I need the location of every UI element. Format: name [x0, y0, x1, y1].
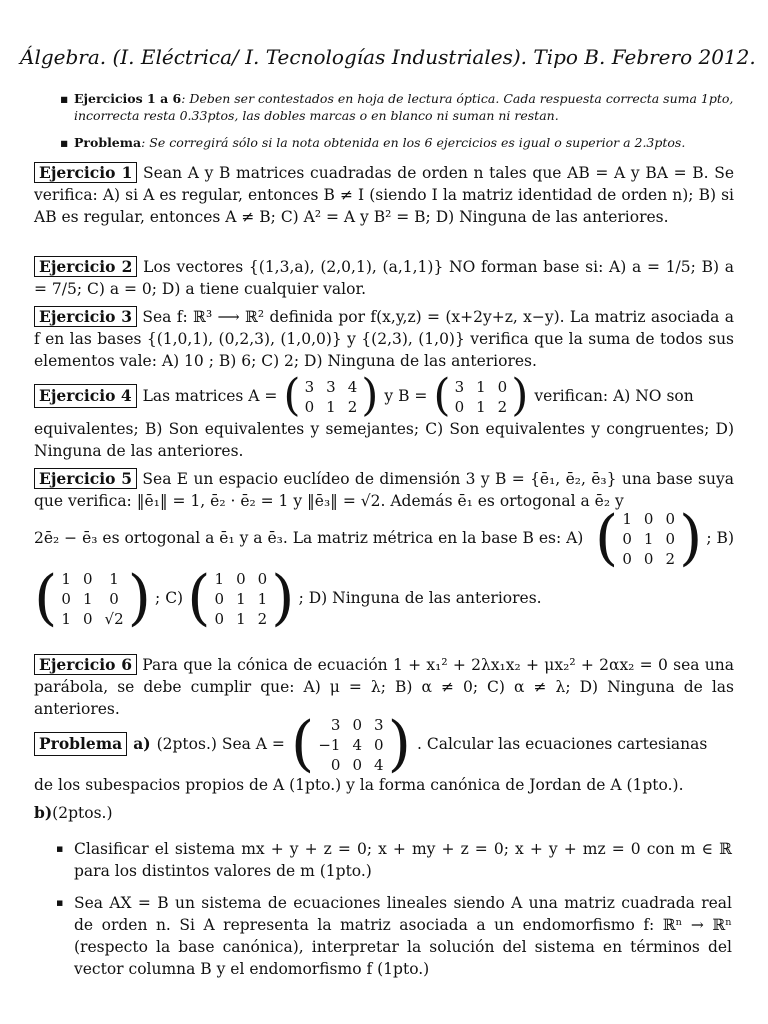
- matrix-cell: 1: [476, 378, 486, 396]
- matrix-cell: 0: [497, 378, 508, 396]
- matrix-cell: 3: [374, 716, 384, 734]
- exercise-5: [34, 468, 734, 633]
- matrix-cell: 1: [82, 590, 93, 608]
- exam-title: Álgebra. (I. Eléctrica/ I. Tecnologías Industriales). Tipo B. Febrero 2012.: [20, 45, 756, 69]
- exercise-5-intro: [34, 468, 734, 512]
- exercise-text: Sea E un espacio euclídeo de dimensión 3 y B = {ē₁, ē₂, ē₃} una base suya que verifica: ‖ē₁‖ = 1, ē₂ · ē₂ = 1 y ‖ē₃‖ = √2. Además ē₁ es ortogonal a ē₂ y: [34, 470, 734, 510]
- exercise-4-line: [34, 370, 734, 421]
- matrix-cell: 0: [82, 570, 93, 588]
- matrix-cell: 0: [665, 530, 675, 548]
- matrix-grid: [211, 568, 272, 628]
- matrix-cell: 0: [622, 530, 632, 548]
- problem-matrix: [290, 709, 411, 779]
- exercise-text: 2ē₂ − ē₃ es ortogonal a ē₁ y a ē₃. La matriz métrica en la base B es: A): [34, 529, 584, 547]
- matrix-cell: 0: [622, 550, 632, 568]
- matrix-cell: 1: [236, 610, 246, 628]
- left-paren: (: [433, 370, 451, 421]
- right-paren: ): [127, 563, 152, 633]
- matrix-cell: 2: [347, 398, 358, 416]
- problem-text: (2ptos.) Sea A =: [156, 735, 285, 753]
- exercise-5-line-a: [34, 503, 734, 573]
- list-item-text: Clasificar el sistema mx + y + z = 0; x + my + z = 0; x + y + mz = 0 con m ∈ ℝ para los distintos valores de m (1pto.): [74, 840, 732, 880]
- matrix-cell: 0: [61, 590, 71, 608]
- exercise-6: [34, 654, 734, 720]
- exercise-3: [34, 306, 734, 372]
- instruction-text: : Se corregirá sólo si la nota obtenida en los 6 ejercicios es igual o superior a 2.3ptos.: [141, 135, 686, 150]
- matrix-option-c: [187, 563, 295, 633]
- bullet-icon: ▪: [56, 896, 64, 909]
- part-b-list: [56, 838, 732, 990]
- part-a-label: a): [133, 734, 151, 753]
- exercise-1: [34, 162, 734, 228]
- matrix-cell: 0: [257, 570, 268, 588]
- matrix-a: [283, 370, 379, 421]
- problem-text: . Calcular las ecuaciones cartesianas: [416, 735, 708, 753]
- matrix-option-a: [594, 503, 703, 573]
- exercise-text: y B =: [384, 387, 428, 405]
- exercise-text: Los vectores {(1,3,a), (2,0,1), (a,1,1)} NO forman base si: A) a = 1/5; B) a = 7/5; C) a = 0; D) a tiene cualquier valor.: [34, 258, 735, 298]
- matrix-grid: [618, 508, 679, 568]
- left-paren: (: [187, 563, 211, 633]
- left-paren: (: [34, 563, 58, 633]
- problem-line-a: [34, 709, 734, 779]
- left-paren: (: [290, 709, 315, 779]
- matrix-cell: 1: [326, 398, 336, 416]
- matrix-cell: 2: [497, 398, 508, 416]
- exercise-text: equivalentes; B) Son equivalentes y semejantes; C) Son equivalentes y congruentes; D) Ninguna de las anteriores.: [34, 420, 734, 460]
- matrix-cell: 0: [643, 510, 654, 528]
- matrix-cell: 3: [330, 716, 341, 734]
- matrix-cell: 0: [352, 756, 363, 774]
- matrix-grid: [451, 376, 512, 416]
- matrix-cell: 0: [454, 398, 465, 416]
- exercise-label: Ejercicio 3: [34, 306, 137, 327]
- matrix-cell: 1: [643, 530, 654, 548]
- left-paren: (: [594, 503, 619, 573]
- matrix-cell: 1: [109, 570, 119, 588]
- option-separator: ; C): [155, 589, 184, 607]
- matrix-cell: 0: [330, 756, 341, 774]
- instructions: [60, 90, 735, 161]
- matrix-cell: 0: [214, 590, 225, 608]
- exercise-text: Las matrices A =: [142, 387, 278, 405]
- instruction-item: [60, 134, 735, 151]
- matrix-cell: 4: [347, 378, 358, 396]
- exercise-5-line-b: [34, 563, 734, 633]
- problem: [34, 709, 734, 824]
- matrix-cell: −1: [318, 736, 341, 754]
- matrix-cell: 1: [622, 510, 632, 528]
- right-paren: ): [361, 370, 379, 421]
- matrix-cell: 0: [82, 610, 93, 628]
- exercise-text: Para que la cónica de ecuación 1 + x₁² + 2λx₁x₂ + μx₂² + 2αx₂ = 0 sea una parábola, se debe cumplir que: A) μ = λ; B) α ≠ 0; C) α ≠ λ; D) Ninguna de las anteriores.: [34, 656, 734, 718]
- exercise-text: verifican: A) NO son: [534, 387, 694, 405]
- right-paren: ): [271, 563, 295, 633]
- matrix-cell: 2: [665, 550, 675, 568]
- instruction-label: Problema: [74, 135, 142, 150]
- matrix-cell: 3: [454, 378, 465, 396]
- bullet-icon: ▪: [56, 842, 64, 855]
- matrix-cell: 1: [236, 590, 246, 608]
- exercise-text: Sean A y B matrices cuadradas de orden n tales que AB = A y BA = B. Se verifica: A) si A es regular, entonces B ≠ I (siendo I la matriz identidad de orden n); B) si AB es regular, entonces A ≠ B; C) A² = A y B² = B; D) Ninguna de las anteriores.: [34, 164, 734, 226]
- matrix-cell: 0: [214, 610, 225, 628]
- matrix-cell: 0: [109, 590, 119, 608]
- matrix-cell: 1: [476, 398, 486, 416]
- list-item: [56, 892, 732, 980]
- part-b-label: b): [34, 803, 53, 822]
- exercise-label: Ejercicio 4: [34, 384, 137, 408]
- instruction-text: : Deben ser contestados en hoja de lectura óptica. Cada respuesta correcta suma 1pto, incorrecta resta 0.33ptos, las dobles marcas o en blanco ni suman ni restan.: [74, 91, 734, 123]
- matrix-cell: 4: [374, 756, 384, 774]
- matrix-cell: 1: [61, 570, 71, 588]
- list-item: [56, 838, 732, 882]
- exercise-2: [34, 256, 734, 300]
- bullet-icon: ▪: [60, 135, 69, 150]
- matrix-cell: 1: [257, 590, 268, 608]
- matrix-cell: 0: [665, 510, 675, 528]
- exercise-label: Ejercicio 1: [34, 162, 137, 183]
- matrix-cell: 1: [61, 610, 71, 628]
- exercise-label: Ejercicio 2: [34, 256, 137, 277]
- matrix-cell: 1: [214, 570, 225, 588]
- matrix-grid: [314, 714, 387, 774]
- part-b-points: (2ptos.): [52, 804, 113, 822]
- instruction-item: [60, 90, 735, 124]
- exercise-label: Ejercicio 6: [34, 654, 137, 675]
- matrix-grid: [301, 376, 362, 416]
- right-paren: ): [678, 503, 703, 573]
- part-b-heading: [34, 802, 734, 824]
- matrix-cell: 2: [257, 610, 268, 628]
- problem-label: Problema: [34, 732, 127, 756]
- matrix-cell: 4: [352, 736, 363, 754]
- matrix-cell: 0: [236, 570, 246, 588]
- list-item-text: Sea AX = B un sistema de ecuaciones lineales siendo A una matriz cuadrada real de orden n. Si A representa la matriz asociada a un endomorfismo f: ℝⁿ → ℝⁿ (respecto la base canónica), interpretar la solución del sistema en términos del vector columna B y el endomorfismo f (1pto.): [74, 894, 732, 978]
- exercise-label: Ejercicio 5: [34, 468, 137, 489]
- exercise-text: Sea f: ℝ³ ⟶ ℝ² definida por f(x,y,z) = (x+2y+z, x−y). La matriz asociada a f en las bases {(1,0,1), (0,2,3), (1,0,0)} y {(2,3), (1,0)} verifica que la suma de todos sus elementos vale: A) 10 ; B) 6; C) 2; D) Ninguna de las anteriores.: [34, 308, 734, 370]
- matrix-cell: 3: [326, 378, 336, 396]
- matrix-cell: 0: [643, 550, 654, 568]
- problem-text: de los subespacios propios de A (1pto.) y la forma canónica de Jordan de A (1pto.).: [34, 776, 684, 794]
- option-separator: ; B): [706, 529, 734, 547]
- matrix-cell: 0: [374, 736, 384, 754]
- option-text: ; D) Ninguna de las anteriores.: [298, 589, 542, 607]
- exercise-4: [34, 370, 734, 462]
- matrix-option-b: [34, 563, 152, 633]
- bullet-icon: ▪: [60, 91, 69, 106]
- matrix-b: [433, 370, 529, 421]
- matrix-cell: 0: [352, 716, 363, 734]
- matrix-cell: 3: [304, 378, 315, 396]
- right-paren: ): [511, 370, 529, 421]
- left-paren: (: [283, 370, 301, 421]
- right-paren: ): [387, 709, 411, 779]
- matrix-cell: √2: [104, 610, 124, 628]
- matrix-grid: [57, 568, 127, 628]
- matrix-cell: 0: [304, 398, 315, 416]
- instruction-label: Ejercicios 1 a 6: [74, 91, 182, 106]
